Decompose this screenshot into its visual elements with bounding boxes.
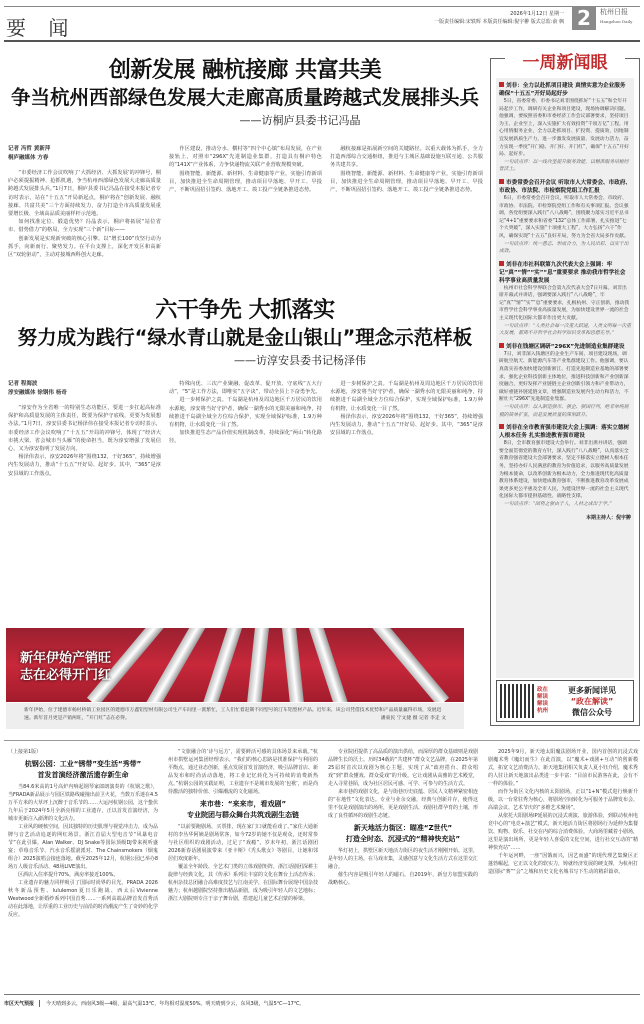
paragraph: “以前要跑剧场、买票排，现在家门口就能看戏了。”家住大通新村的李丛华阿姨是剧场常客，如今72岁的她不仅是观众，还时常参与社区组织的戏剧活动，过足了“戏瘾”。岁末年初，浙江话剧团2026新春话剧展演带来《亚卡斯》《秃头歌女》等剧目，让她和邻居们欢度新年。 — [168, 824, 318, 862]
caption-text: 新年伊始，位于建德市杨村桥镇工业园区的建德市万鑫铝型材有限公司生产车间里一派繁忙，工人们忙着赶制不同型号的汀车铝型材产品。近年来，该公司凭借技术优势和产品质量赢得市场，发展迅速。新年首月更是产销两旺，“开门红”志在必得。 — [24, 708, 442, 721]
paragraph: 覆盖全年龄段、全艺术门类的立体戏剧矩阵，浙江话剧团深耕主旋律与经典文化，其《传承》系列让丰富的文化在舞台上活态传承；杭州杂技总团融合高难度技艺与江南美学，在国际舞台展现中国杂技魅力；杭州越剧院坚持推出精品新剧，成为吸引年轻人的文艺地标；浙江大剧院则专注于亲子舞台剧，搭建起儿童艺术启蒙的桥梁。 — [168, 864, 318, 902]
news-item-comment: 一句话点评：“国势之强由于人，人材之成出于学。” — [503, 501, 612, 507]
article-headline: 首发首演经济激活遗存新生命 — [37, 771, 129, 779]
article-headline: 专业院团与群众舞台共筑戏剧生态链 — [187, 811, 299, 819]
article-subtitle: ——访桐庐县委书记冯晶 — [239, 114, 361, 127]
continued-note: （上接第1版） — [8, 749, 42, 755]
paragraph: 杨泽伟表示，淳安2026年将“围绕132，干好365”，持续增强内生发展动力，推动“十五五”开好局、起好步。其中，“365”是淳安县域的工作落点。 — [330, 413, 483, 437]
news-item-body: 8日，全市教育强市建设大会举行。刘非出席并讲话，强调要全面贯彻党的教育方针，深入践行“八八战略”，认真落实全省教育强省建设大会部署要求，坚定不移落实立德树人根本任务，坚持办好人民满意的教育为价值追求，以服务高质量发展为根本使命，以改革创新为根本动力，全力推进现代化高质量教育体系建设，加快建成教育强市，不断推进教育改革发展成果更多更公平惠及全市人民，为建设世界一流的社会主义现代化国际大都市提供基础性、战略性支撑。 — [499, 441, 629, 500]
article-body — [8, 380, 484, 622]
news-item — [499, 261, 631, 338]
paragraph: “文旅融合的‘诗与远方’，需要鲜活可感的具体场景来承载。”杭州市拱墅运河集团经理表示，“我们的核心思路是找准保护与利用的平衡点，通过业态创新，重点发展首发首演经济，吸引品牌首店、新品发布和时尚活动落地，将工业记忆转化为可持续的消费新热点。”杭钢公园的实践证明，工业遗存不是城市发展的‘包袱’，而是尚待激活的独特价值、引爆潮流的文化磁场。 — [168, 749, 318, 795]
article-headline: 努力成为践行“绿水青山就是金山银山”理念示范样板 — [17, 326, 473, 349]
paragraph: 来市巷的戏剧文化，是与街巷历史底蕴、居民人文精神紧密相连的“在地性”文化表达。专业与业余交融，经典与创新并存，使得这里不仅是戏剧演出的场所，更是戏剧生活、戏剧社群孕育的土壤，形成了良性循环的戏剧生态链。 — [328, 789, 478, 819]
news-item-body: 7日，刘非深入钱塘区的企业生产车间、项目建设现场，调研航空航天、新能源汽车等产业集群建设工作。他强调，要认真落实省委加快建设创新浙江、打造先进制造业基地的部署要求，强化企业科技创新主体地位，推进科技创新和产业创新深度融合，更好发挥产业链链主企业创新引领力和产业带动力，做好重链补链延链文章，增强制造业发展内生动力和活力，不断壮大“296X”先进制造业集群。 — [499, 351, 629, 403]
paragraph: 当84.6米高的1号高炉内响起钢琴家郎朗演奏的《杭钢之歌》，当FRADA新品展示与园区铁路线碰撞出前卫火花，当数万乐迷在4.5万平方米的大草坪上沉醉于音乐节的……大运河杭钢公园，这个蛰伏九年后于2024年5月全新亮相的工业遗存，正以首发首演经济，为城市更新注入澎湃的文化活力。 — [8, 784, 158, 822]
news-item-body: 杭州市社会科学界联合会第九次代表大会7日开幕。刘非出席开幕式并讲话，强调要深入践行“八八战略”，牢记“真”“情”“实”“息”重要要求，扎根杭州、守正创新，推动我市哲学社会科学事业高质量发展，为加快建设世界一流的社会主义现代化国际大都市作出更大贡献。 — [499, 285, 630, 322]
news-item-title: 刘非在钱塘区调研“296X”先进制造业集群建设 — [506, 343, 625, 350]
bullet-icon — [499, 343, 504, 348]
news-item-body: 6日，市委常委会召开会议，听取市人大常委会、市政府、市政协、市法院、市检察院党组工作和有关事项汇报。会议强调，各党组要深入践行“八八战略”，围绕聚力落实习近平总书记“4+1”重要要求和省委“132”总体工作部署，扎实推进“七个大突破”，深入实施“十项重大工程”，大力弘扬“六干”作风，确保实现“十五五”良好开局，努力为全省大局多作贡献。 — [499, 195, 629, 239]
paragraph: 从依托大阳剧场IP延展的沉浸式观演、旅游体验，到联动杭州电竞中心的“电竞+演艺”模式，新天地活力街区将剧场行为延伸为集餐饮、购物、娱乐、社交在内的综合消费体验。大商场里藏着小剧场，这里是演出场所，更是年轻人喜爱的文化空间，进行社交互动的“精神快充站”…… — [488, 813, 638, 851]
weekly-news-list — [496, 78, 634, 678]
news-item-comment: 一句话点评：统一意志、形成合力，为人民出彩、以实干出成效。 — [499, 241, 629, 255]
paragraph: 融杭接廊是拓展新空间的关键路径。以重大载体为抓手，全力打造西部综合交通枢纽，推进与主城区基础设施互联互通、公共服务共建共享。 — [330, 146, 483, 169]
byline: 桐庐融媒体 方春 — [8, 155, 49, 161]
promo-line: 更多新闻详见 — [568, 685, 616, 695]
paragraph: 催生内容是吸引年轻人的磁石。自2019年，新皇方加盟实践的战略核心。 — [328, 872, 478, 886]
article-headline: 杭钢公园：工业“锈带”变生活“秀带” — [24, 760, 142, 768]
promo-text — [551, 685, 633, 718]
paragraph: 华灯初上，拱墅区新天地活力街区的夜生活才刚刚开始。这里，是年轻人的主场。在马戏市集，灵感创意与文化生活方式在这里交汇融合。 — [328, 848, 478, 870]
paragraph: 进一步树保护之责。千岛湖是杭州及周边地区千万居民的饮用水源地，淳安将当好守护者，确保一湖秀水的无限美丽和纯净，持续推进千岛湖全域全方位综合保护，实现全域保护标准，1.9万种有机物，让水质变化一目了然。 — [169, 397, 322, 429]
article-chunan — [6, 298, 484, 368]
page-meta — [434, 10, 564, 26]
weather-forecast — [4, 1000, 304, 1007]
photo-credit: 潘東民 宁文捷 摄 记者 李走 文 — [380, 716, 446, 721]
overlay-line: 新年伊始产销旺 — [20, 651, 112, 666]
promo-vertical-text: 政在解读 解读杭州 — [537, 687, 549, 714]
promo-line: 微信公众号 — [572, 707, 612, 717]
news-item — [499, 82, 631, 174]
article-continued — [8, 748, 638, 988]
promo-line: “政在解读” — [570, 696, 614, 706]
news-item — [499, 424, 631, 508]
paragraph: 如何找准定位、锻造优势？冯晶表示，桐庐将拓展“站位省市、借势借力”的格局，全力实现“三个新”目标—— — [8, 219, 161, 234]
photo-overlay-title — [20, 650, 111, 684]
article-headline: 打造全时态、沉浸式的“精神快充站” — [345, 835, 461, 843]
weather-label: 市区天气预报 — [4, 1000, 40, 1007]
news-item — [499, 179, 631, 256]
news-item-comment: 一句话点评：以一线攻坚提升服务效能，以精准服务培植经营沃土。 — [499, 159, 629, 173]
paragraph: 作区建设，推动分水、横村等“四个中心镇”布局发展，在产业接轨上，对照市“296X”先进制造业集群，打造具有桐庐特色的“141X”产业体系，力争快递物流关联产业营收规模突破。 — [169, 146, 322, 169]
section-title: 要 闻 — [6, 16, 77, 40]
article-headline: 争当杭州西部绿色发展大走廊高质量跨越式发展排头兵 — [10, 86, 479, 109]
paragraph: 2025年9月，新天地太阳魔法剧场开业，国内首创的沉浸式戏剧魔术秀《魔幻而生》在此首演，以“魔术+戏剧+互动”的创新模式，拓宽文艺消费活力。新天地集团相关负责人夏小钰介绍，魔术秀的人驻让新天地演出品类进一步丰富：“目前市民游客在此，会有不一样的体验。” — [488, 749, 638, 787]
article-headline: 六干争先 大抓落实 — [155, 298, 335, 323]
news-item-comment: 一句话点评：“人类社会每一次重大跃进，人类文明每一次重大发展，都离不开哲学社会科学知识变革和思想先导。” — [499, 323, 631, 337]
byline: 记者 程海波 — [8, 381, 38, 387]
paragraph: 特殊向优、三次产业聚融、促改革、促开放、守底线“五大行动”，“5”是工作方法，即唯实“五字诀”，带动全县上下奋勇争先。 — [169, 381, 322, 396]
news-item-body: 5日，省委常委、市委书记刘非围绕抓好“十五五”和全年开局起步工作，调研有关企业和项目建设，现场协调解决问题。他强调，要按照省委和市委经济工作会议部署要求，坚持项目为王、企业至上，深入实施扩大有效投资“千项万亿”工程，用心用情服务企业，全力以赴抓项目、扩投资、提质效，因地制宜发展新质生产力，进一步激发发展质量、发展动力活力，奋力实现一季度“开门稳、开门好、开门红”，确保“十五五”开好局、起好步。 — [499, 99, 629, 158]
article-subtitle: ——访淳安县委书记杨泽伟 — [234, 354, 366, 367]
qr-code-icon[interactable] — [500, 684, 534, 718]
news-item-title: 刘非在市社科联第九次代表大会上强调：牢记“真”“情”“实”“息”重要要求 推动我市哲学社会科学事业高质量发展 — [499, 261, 626, 284]
bullet-icon — [499, 424, 504, 429]
paragraph: 创新发展是实现新突破的核心引擎。以“增长100”攻坚行动为抓手，向新而行、聚势发力。在平台支撑上，深化开发区和高新区“双轮驱动”，主动对接城西科创大走廊。 — [8, 235, 161, 259]
paragraph: 工业风的硬核空间，因其独特的历史肌理与视觉冲击力，成为品牌与音艺活动追逐的网红场景。浙江首届大型电音节“风暴电音节”在此引爆，Alan Walker、DJ Snake等国际顶级DJ带来视听盛宴；草莓音乐节、汽水音乐摇滚派对、The Chainsmokers（烟鬼组合）2025演唱会接连落地。截至2025年12月，杭钢公园已举办8场万人级音乐活动、48场LIVE演出。 — [8, 824, 158, 870]
wechat-promo[interactable] — [496, 680, 634, 722]
masthead-en: Hangzhou Daily — [600, 19, 633, 24]
article-headline: 来市巷：“来来市，看戏剧” — [199, 800, 287, 808]
host-credit: 本期主持人：倪宇翀 — [585, 514, 631, 521]
paragraph: 千年运河畔，一座“因饿而兴，因艺而盛”的现代理艺集聚区正蓬勃崛起，它正以文化的软实力，铸就经济发展的硬支撑，为杭州打造国际“赛”“会”之城和历史文化名城书写下生动的精彩篇章。 — [488, 853, 638, 875]
photo-caption — [6, 703, 464, 729]
news-item-title: 市委常委会召开会议 听取市人大常委会、市政府、市政协、市法院、市检察院党组工作汇报 — [499, 179, 632, 194]
news-item-title: 刘非在全市教育强市建设大会上强调：落实立德树人根本任务 扎实推进教育强市建设 — [499, 425, 630, 440]
paragraph: 工业遗存的魅力同样吸引了国际时尚界的目光。PRADA 2026秋冬新品预售、lululemon夏日乐跑战、西太后Vivienne Westwood全新婚纱系列中国首秀……一系列高端品牌首发首秀活动在此落地，让厚重的工业历史与前沿的时尚潮流产生了奇妙的化学反应。 — [8, 880, 158, 918]
byline: 记者 冯哲 黄新萍 — [8, 146, 51, 152]
paragraph: 专业院团提供了高品质的演出供给，而深厚的群众基础则是戏剧品牌生长的沃土。历时34载的“共建杯”群众文艺品牌，在2025年第25届时首次以戏剧为核心主题，实现了从“政府搭台、群众唱戏”到“群众懂戏、群众爱戏”的升级。它让戏剧从高雅的艺术殿堂，走入寻常巷陌，成为社区居民可感、可学、可参与的生活方式。 — [328, 749, 478, 787]
editor-credits: 一版责任编辑:宋轶辉 本版责任编辑:倪宇翀 版式总监:俞 枫 — [434, 19, 564, 25]
paragraph: 加快推进生态产品价值实现机制改革，持续深化“两山”转化路径。 — [169, 430, 322, 445]
article-tonglu — [6, 58, 484, 128]
issue-date: 2026年1月12日 星期一 — [510, 11, 564, 17]
bullet-icon — [499, 261, 504, 266]
paragraph: 区酒店入住率提升70%，满房率接近100%。 — [18, 872, 119, 878]
paragraph: “市委经济工作会议吹响了‘大抓经济、大抓发展’的冲锋号，桐庐必须提振精神、抢抓机遇，争当杭州西部绿色发展大走廊高质量跨越式发展排头兵。”1月7日，桐庐县委书记冯晶在接受本报记者专访时表示，站在“十五五”开局新起点，桐庐将在“创新发展、融杭接廊、共富共美”三个方面持续发力，奋力打造全市高质量发展重要增长极、全域高品质美丽样杆示范地。 — [8, 170, 161, 218]
overlay-line: 志在必得开门红 — [20, 668, 112, 683]
news-item-comment: 一句话点评：以入制造强市、强企、强国行列，绝非单纯规模的简单扩张，而是发展质量的深刻跃升。 — [499, 405, 629, 418]
paragraph: 围绕智能、新能源、新材料、生命健康等产业，实施引育新项目，加快推进全生命周期管理，推动项目早落地、早开工、早投产，不断巩固招引签约、落地开工、竣工投产全链条推进态势。 — [169, 170, 322, 194]
byline: 淳安融媒体 徐钢伟 杨奇 — [8, 390, 67, 396]
paragraph: “淳安作为全省唯一的特别生态功能区，要进一步扛起高标准保护和高质量发展的主体责任，既要为保护守底线，更要为发展想办法。”1月7日，淳安县委书记杨泽伟在接受本报记者专访时表示，市委经济工作会议吹响了“十五五”开局的冲锋号，体现了“经济大市挑大梁、省会城市当头雁”的使命担当，既为淳安增强了发展信心，又为淳安指明了发展方向。 — [8, 405, 161, 453]
article-headline: 创新发展 融杭接廊 共富共美 — [108, 58, 382, 83]
page-number: 2 — [572, 6, 596, 30]
paragraph: 围绕智能、新能源、新材料、生命健康等产业，实施引育新项目，加快推进全生命周期管理，推动项目早落地、早开工、早投产，不断巩固招引签约、落地开工、竣工投产全链条推进态势。 — [330, 170, 483, 194]
masthead-text: 杭州日报 — [600, 8, 628, 16]
news-item — [499, 343, 631, 419]
weather-text: 今天晴到多云，西南风3级—4级，最高气温13℃，年均相对湿度50%。明天晴到少云，东风3级，气温5℃—17℃。 — [46, 1001, 305, 1007]
paragraph: 而作为街区文化内核的太阳剧场，正以“1+N”模式进行焕新升级，以一台常驻秀为核心，将剧场空间转化为可服务于品牌发布会、高端会议、艺术节庆的“多维艺术聚场”。 — [488, 789, 638, 811]
bullet-icon — [499, 82, 504, 87]
news-photo — [6, 628, 464, 702]
paragraph: 杨泽伟表示，淳安2026年将“围绕132，干好365”，持续增强内生发展动力，推动“十五五”开好局、起好步。其中，“365”是淳安县域的工作落点。 — [8, 454, 161, 477]
sidebar-title: 一周新闻眼 — [505, 48, 625, 73]
bullet-icon — [499, 179, 504, 184]
article-headline: 新天地活力街区：瞄准“Z世代” — [353, 824, 453, 832]
news-item-title: 刘非：全力以赴抓项目建设 真情实意为企业服务 确保“十五五”开好局起好步 — [499, 83, 626, 97]
masthead-logo — [600, 8, 632, 26]
article-body — [8, 145, 484, 285]
paragraph: 进一步树保护之责。千岛湖是杭州及周边地区千万居民的饮用水源地，淳安将当好守护者，确保一湖秀水的无限美丽和纯净，持续推进千岛湖全域全方位综合保护，实现全域保护标准，1.9万种有机物，让水质变化一目了然。 — [330, 381, 483, 412]
